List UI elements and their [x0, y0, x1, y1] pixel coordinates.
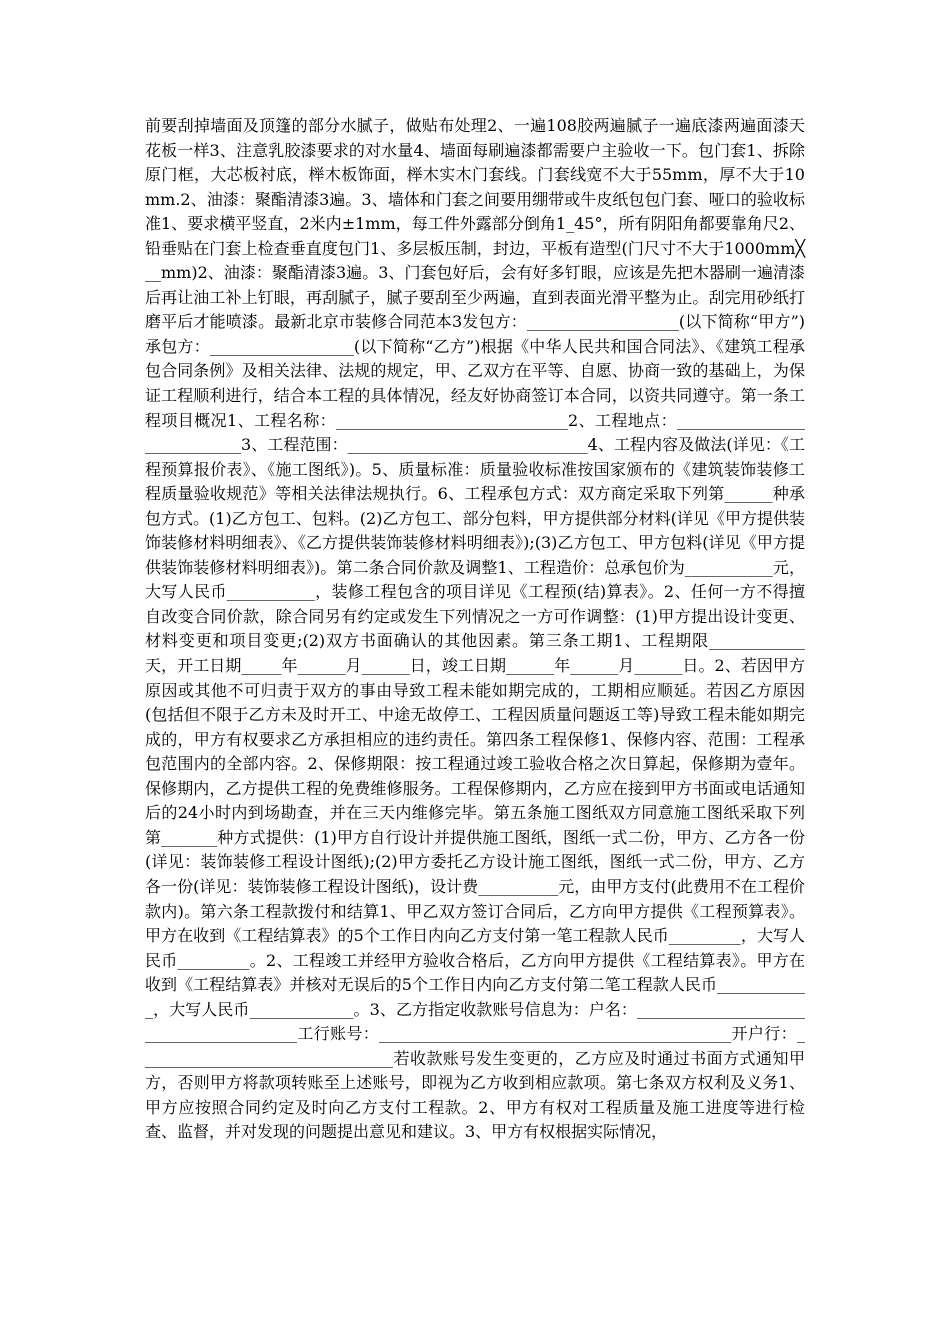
contract-body-text: 前要刮掉墙面及顶篷的部分水腻子，做贴布处理2、一遍108胶两遍腻子一遍底漆两遍面漆天花板一样3、注意乳胶漆要求的对水量4、墙面每刷遍漆都需要户主验收一下。包门套1、拆除原门框，大芯板衬底，榉木板饰面，榉木实木门套线。门套线宽不大于55mm，厚不大于10mm.2、油漆：聚酯清漆3遍。3、墙体和门套之间要用绷带或牛皮纸包包门套、哑口的验收标准1、要求横平竖直，2米内±1mm，每工件外露部分倒角1_45°，所有阴阳角都要靠角尺2、铅垂贴在门套上检查垂直度包门1、多层板压制，封边，平板有造型(门尺寸不大于1000mm╳__mm)2、油漆：聚酯清漆3遍。3、门套包好后，会有好多钉眼，应该是先把木器刷一遍清漆后再让油工补上钉眼，再刮腻子，腻子要刮至少两遍，直到表面光滑平整为止。刮完用砂纸打磨平后才能喷漆。最新北京市装修合同范本3发包方：___________________(以下简称“甲方”)承包方：__________________(以下简称“乙方”)根据《中华人民共和国合同法》、《建筑工程承包合同条例》及相关法律、法规的规定，甲、乙双方在平等、自愿、协商一致的基础上，为保证工程顺利进行，结合本工程的具体情况，经友好协商签订本合同，以资共同遵守。第一条工程项目概况1、工程名称：_____________________________2、工程地点：____________________________3、工程范围：______________________________4、工程内容及做法(详见：《工程预算报价表》、《施工图纸》)。5、质量标准：质量验收标准按国家颁布的《建筑装饰装修工程质量验收规范》等相关法律法规执行。6、工程承包方式：双方商定采取下列第______种承包方式。(1)乙方包工、包料。(2)乙方包工、部分包料，甲方提供部分材料(详见《甲方提供装饰装修材料明细表》、《乙方提供装饰装修材料明细表》);(3)乙方包工、甲方包料(详见《甲方提供装饰装修材料明细表》)。第二条合同价款及调整1、工程造价：总承包价为___________元，大写人民币___________，装修工程包含的项目详见《工程预(结)算表》。2、任何一方不得擅自改变合同价款，除合同另有约定或发生下列情况之一方可作调整：(1)甲方提出设计变更、材料变更和项目变更;(2)双方书面确认的其他因素。第三条工期1、工程期限____________天，开工日期_____年______月______日，竣工日期______年______月______日。2、若因甲方原因或其他不可归责于双方的事由导致工程未能如期完成的，工期相应顺延。若因乙方原因(包括但不限于乙方未及时开工、中途无故停工、工程因质量问题返工等)导致工程未能如期完成的，甲方有权要求乙方承担相应的违约责任。第四条工程保修1、保修内容、范围：工程承包范围内的全部内容。2、保修期限：按工程通过竣工验收合格之次日算起，保修期为壹年。保修期内，乙方提供工程的免费维修服务。工程保修期内，乙方应在接到甲方书面或电话通知后的24小时内到场勘查，并在三天内维修完毕。第五条施工图纸双方同意施工图纸采取下列第_______种方式提供：(1)甲方自行设计并提供施工图纸，图纸一式二份，甲方、乙方各一份(详见：装饰装修工程设计图纸);(2)甲方委托乙方设计施工图纸，图纸一式二份，甲方、乙方各一份(详见：装饰装修工程设计图纸)，设计费__________元，由甲方支付(此费用不在工程价款内)。第六条工程款拨付和结算1、甲乙双方签订合同后，乙方向甲方提供《工程预算表》。甲方在收到《工程结算表》的5个工作日内向乙方支付第一笔工程款人民币_________，大写人民币_________。2、工程竣工并经甲方验收合格后，乙方向甲方提供《工程结算表》。甲方在收到《工程结算表》并核对无误后的5个工作日内向乙方支付第二笔工程款人民币____________，大写人民币_____________。3、乙方指定收款账号信息为：户名：________________________________________工行账号：____________________________________________开户行：________________________________若收款账号发生变更的，乙方应及时通过书面方式通知甲方，否则甲方将款项转账至上述账号，即视为乙方收到相应款项。第七条双方权利及义务1、甲方应按照合同约定及时向乙方支付工程款。2、甲方有权对工程质量及施工进度等进行检查、监督，并对发现的问题提出意见和建议。3、甲方有权根据实际情况， [145, 116, 805, 1142]
